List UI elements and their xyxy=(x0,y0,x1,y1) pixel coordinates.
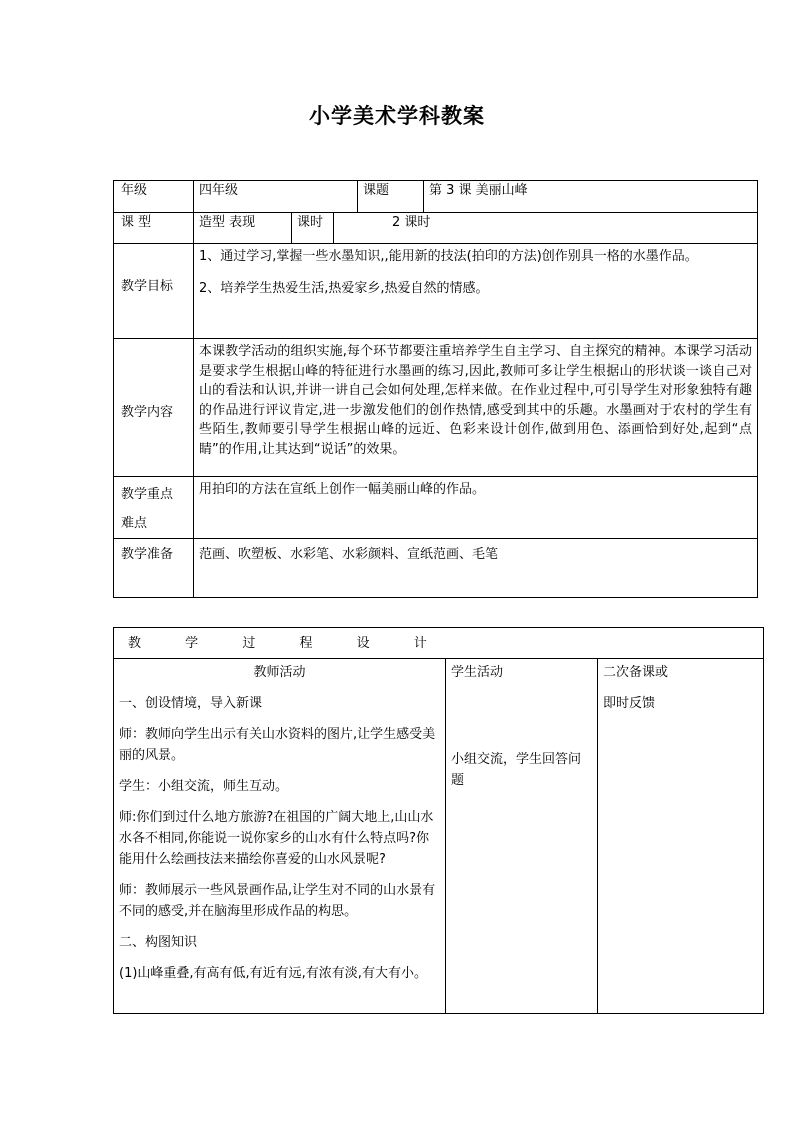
prep-value: 范画、吹塑板、水彩笔、水彩颜料、宣纸范画、毛笔 xyxy=(194,539,758,598)
notes-column xyxy=(598,659,764,1014)
goals-label: 教学目标 xyxy=(114,244,194,339)
teacher-activity-heading: 教师活动 xyxy=(253,665,306,680)
topic-label: 课题 xyxy=(358,181,424,213)
teaching-process-table xyxy=(113,627,764,1014)
notes-heading-line1: 二次备课或 xyxy=(603,665,669,680)
student-activity-heading: 学生活动 xyxy=(451,665,504,680)
header-char: 过 xyxy=(242,635,256,651)
goal-item: 1、通过学习,掌握一些水墨知识,,能用新的技法(拍印的方法)创作别具一格的水墨作品。 xyxy=(199,249,698,264)
header-char: 学 xyxy=(185,635,199,651)
teacher-paragraph: 二、构图知识 xyxy=(119,935,198,950)
hours-value: 2 课时 xyxy=(334,213,758,244)
teacher-paragraph: 一、创设情境，导入新课 xyxy=(119,696,263,711)
process-body-row xyxy=(114,659,764,1014)
teacher-paragraph: 学生：小组交流，师生互动。 xyxy=(119,779,289,794)
prep-row xyxy=(114,539,758,598)
content-text: 本课教学活动的组织实施,每个环节都要注重培养学生自主学习、自主探究的精神。本课学习活动是要求学生根据山峰的特征进行水墨画的练习,因此,教师可多让学生根据山的形状谈一谈自己对山的看法和认识,并讲一讲自己会如何处理,怎样来做。在作业过程中,可引导学生对形象独特有趣的作品进行评议肯定,进一步激发他们的创作热情,感受到其中的乐趣。水墨画对于农村的学生有些陌生,教师要引导学生根据山峰的远近、色彩来设计创作,做到用色、添画恰到好处,起到“点睛”的作用,让其达到“说话”的效果。 xyxy=(194,339,758,477)
teacher-activity-column xyxy=(114,659,446,1014)
goals-row xyxy=(114,244,758,339)
grade-value: 四年级 xyxy=(194,181,358,213)
student-activity-column xyxy=(446,659,598,1014)
grade-row xyxy=(114,181,758,213)
key-points-label-line2: 难点 xyxy=(121,516,148,531)
type-label: 课 型 xyxy=(114,213,194,244)
hours-label: 课时 xyxy=(292,213,334,244)
key-points-label-line1: 教学重点 xyxy=(121,487,174,502)
teacher-paragraph: (1)山峰重叠,有高有低,有近有远,有浓有淡,有大有小。 xyxy=(119,966,427,981)
prep-label: 教学准备 xyxy=(114,539,194,598)
header-char: 计 xyxy=(413,635,427,651)
topic-value: 第 3 课 美丽山峰 xyxy=(424,181,758,213)
content-row xyxy=(114,339,758,477)
process-header xyxy=(114,628,764,659)
goals-cell xyxy=(194,244,758,339)
teacher-paragraph: 师:你们到过什么地方旅游?在祖国的广阔大地上,山山水水各不相同,你能说一说你家乡的山水有什么特点吗?你能用什么绘画技法来描绘你喜爱的山水风景呢? xyxy=(119,810,434,867)
key-points-row xyxy=(114,477,758,539)
header-char: 程 xyxy=(299,635,313,651)
process-header-row xyxy=(114,628,764,659)
key-points-value: 用拍印的方法在宣纸上创作一幅美丽山峰的作品。 xyxy=(194,477,758,539)
content-label: 教学内容 xyxy=(114,339,194,477)
teacher-paragraph: 师：教师展示一些风景画作品,让学生对不同的山水景有不同的感受,并在脑海里形成作品的构思。 xyxy=(119,883,436,919)
teacher-paragraph: 师：教师向学生出示有关山水资料的图片,让学生感受美丽的风景。 xyxy=(119,727,436,763)
goal-item: 2、培养学生热爱生活,热爱家乡,热爱自然的情感。 xyxy=(199,281,489,296)
type-row xyxy=(114,213,758,244)
header-char: 教 xyxy=(128,635,142,651)
header-char: 设 xyxy=(356,635,370,651)
key-points-label xyxy=(114,477,194,539)
grade-label: 年级 xyxy=(114,181,194,213)
type-value: 造型 表现 xyxy=(194,213,292,244)
notes-heading-line2: 即时反馈 xyxy=(603,696,656,711)
lesson-info-table xyxy=(113,180,758,598)
page-title: 小学美术学科教案 xyxy=(309,103,485,128)
student-activity-text: 小组交流，学生回答问题 xyxy=(451,752,582,788)
